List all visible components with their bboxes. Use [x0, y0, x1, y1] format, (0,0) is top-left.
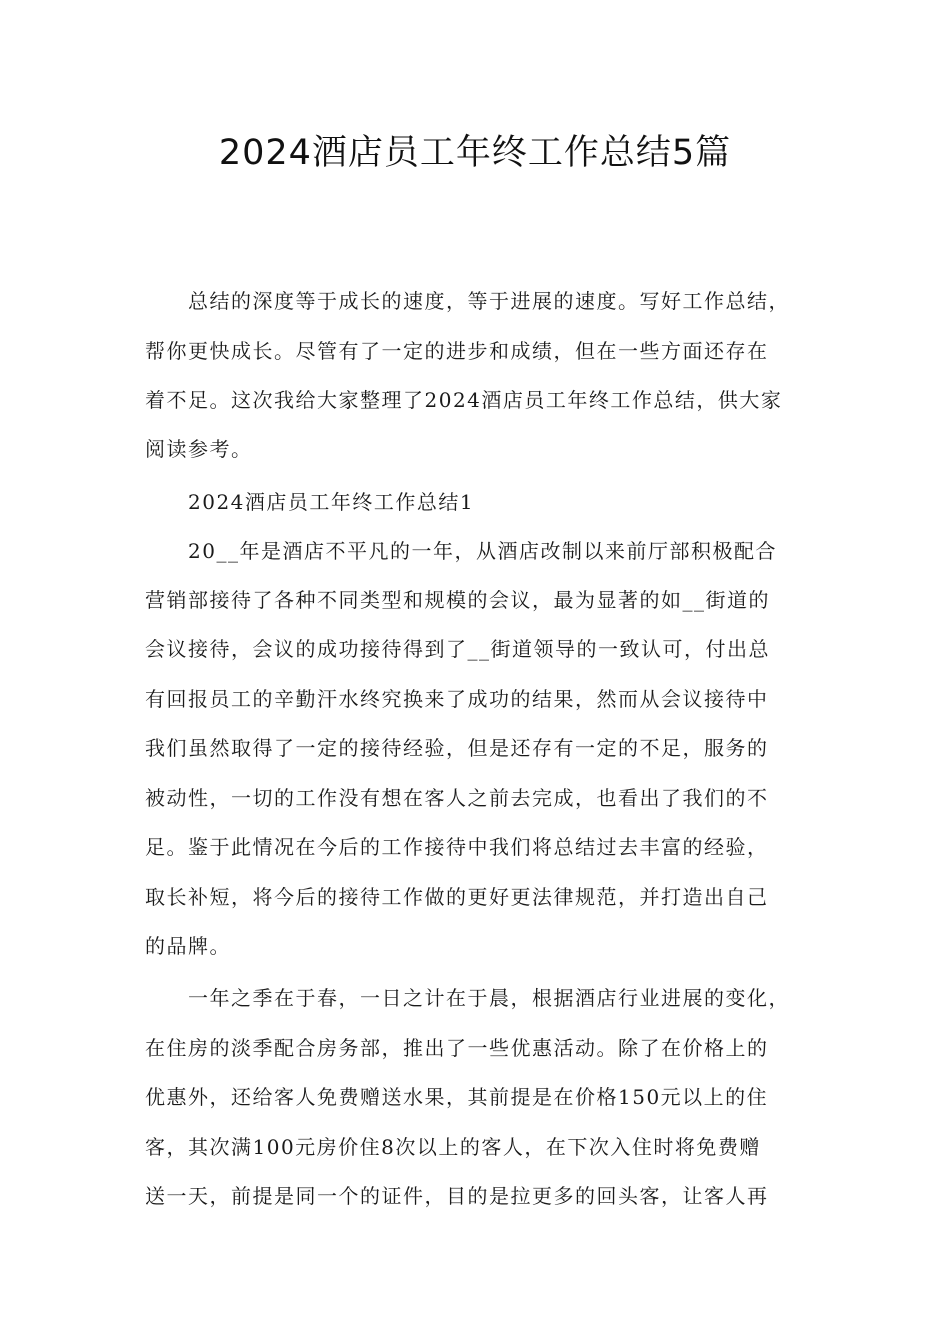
- paragraph-line: 20__年是酒店不平凡的一年，从酒店改制以来前厅部积极配合: [188, 539, 777, 563]
- paragraph-line: 足。鉴于此情况在今后的工作接待中我们将总结过去丰富的经验，: [145, 835, 769, 859]
- paragraph-line: 送一天，前提是同一个的证件，目的是拉更多的回头客，让客人再: [145, 1184, 769, 1208]
- paragraph-line: 在住房的淡季配合房务部，推出了一些优惠活动。除了在价格上的: [145, 1036, 769, 1060]
- paragraph-line: 客，其次满100元房价住8次以上的客人，在下次入住时将免费赠: [145, 1135, 761, 1159]
- section-heading: 2024酒店员工年终工作总结1: [188, 490, 475, 514]
- paragraph-line: 一年之季在于春，一日之计在于晨，根据酒店行业进展的变化，: [188, 986, 790, 1010]
- paragraph-line: 帮你更快成长。尽管有了一定的进步和成绩，但在一些方面还存在: [145, 339, 769, 363]
- paragraph-line: 会议接待，会议的成功接待得到了__街道领导的一致认可，付出总: [145, 637, 770, 661]
- paragraph-line: 被动性，一切的工作没有想在客人之前去完成，也看出了我们的不: [145, 786, 769, 810]
- paragraph-line: 的品牌。: [145, 934, 231, 958]
- paragraph-line: 总结的深度等于成长的速度，等于进展的速度。写好工作总结，: [188, 289, 790, 313]
- document-title: 2024酒店员工年终工作总结5篇: [218, 133, 732, 173]
- paragraph-line: 取长补短，将今后的接待工作做的更好更法律规范，并打造出自己: [145, 885, 769, 909]
- paragraph-line: 优惠外，还给客人免费赠送水果，其前提是在价格150元以上的住: [145, 1085, 769, 1109]
- paragraph-line: 我们虽然取得了一定的接待经验，但是还存有一定的不足，服务的: [145, 736, 769, 760]
- paragraph-line: 阅读参考。: [145, 437, 253, 461]
- paragraph-line: 着不足。这次我给大家整理了2024酒店员工年终工作总结，供大家: [145, 388, 783, 412]
- paragraph-line: 营销部接待了各种不同类型和规模的会议，最为显著的如__街道的: [145, 588, 770, 612]
- paragraph-line: 有回报员工的辛勤汗水终究换来了成功的结果，然而从会议接待中: [145, 687, 769, 711]
